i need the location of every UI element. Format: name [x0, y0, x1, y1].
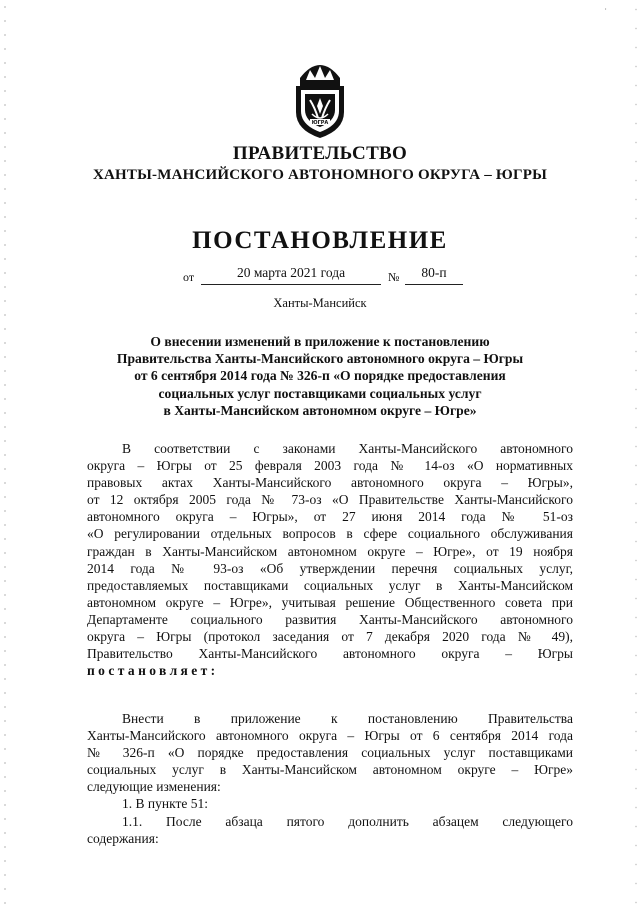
heading-line: О внесении изменений в приложение к постановлению	[150, 334, 490, 349]
emblem-inscription: ЮГРА	[311, 120, 329, 126]
decree-heading	[0, 333, 640, 419]
paragraph-line: предоставляемых поставщиками социальных услуг в Ханты-Мансийском	[87, 577, 573, 593]
paragraph-line: округа – Югры от 25 февраля 2003 года № 14-оз «О нормативных	[87, 458, 573, 474]
paragraph-line: от 12 октября 2005 года № 73-оз «О Правительстве Ханты-Мансийского	[87, 492, 573, 508]
region-title: ХАНТЫ-МАНСИЙСКОГО АВТОНОМНОГО ОКРУГА – ЮГРЫ	[92, 167, 547, 183]
preamble-paragraph	[87, 440, 573, 679]
resolves-word: постановляет:	[87, 663, 219, 679]
paragraph-line: следующие изменения:	[87, 779, 221, 795]
paragraph-line: Департаменте социального развития Ханты-Мансийского автономного	[87, 611, 573, 627]
heading-line: социальных услуг поставщиками социальных услуг	[158, 385, 482, 401]
paragraph-line: Внести в приложение к постановлению Правительства	[122, 711, 573, 726]
item-1-1-paragraph	[87, 813, 573, 847]
heading-line: от 6 сентября 2014 года № 326-п «О порядке предоставления	[134, 368, 506, 384]
coat-of-arms-emblem	[288, 56, 352, 140]
number-prefix: №	[388, 270, 400, 284]
date-prefix: от	[183, 270, 195, 284]
paragraph-line: В соответствии с законами Ханты-Мансийского автономного	[122, 441, 573, 456]
document-type-title: ПОСТАНОВЛЕНИЕ	[192, 227, 448, 254]
paragraph-line: Правительство Ханты-Мансийского автономного округа – Югры	[87, 646, 573, 662]
paragraph-line: 1.1. После абзаца пятого дополнить абзацем следующего	[122, 814, 573, 829]
paragraph-line: № 326-п «О порядке предоставления социальных услуг поставщиками	[87, 745, 573, 761]
paragraph-line: правовых актах Ханты-Мансийского автономного округа – Югры»,	[87, 475, 573, 491]
date-number-line	[183, 265, 473, 287]
item-1: 1. В пункте 51:	[122, 796, 208, 811]
decree-number: 80-п	[421, 265, 447, 280]
paragraph-line: Ханты-Мансийского автономного округа – Югры от 6 сентября 2014 года	[87, 728, 573, 744]
paragraph-line: граждан в Ханты-Мансийском автономном округе – Югре», от 19 ноября	[87, 543, 573, 559]
paragraph-line: содержания:	[87, 831, 159, 847]
amendment-paragraph	[87, 710, 573, 795]
paragraph-line: социальных услуг в Ханты-Мансийском автономном округе – Югре»	[87, 762, 573, 778]
city: Ханты-Мансийск	[273, 296, 367, 310]
paragraph-line: округа – Югры (протокол заседания от 7 декабря 2020 года № 49),	[87, 629, 573, 645]
government-title: ПРАВИТЕЛЬСТВО	[232, 143, 408, 164]
scan-edge-right	[635, 0, 637, 905]
scan-edge-left	[4, 0, 6, 905]
decree-date: 20 марта 2021 года	[236, 265, 346, 280]
heading-line: в Ханты-Мансийском автономном округе – Югре»	[163, 402, 477, 418]
paragraph-line: «О регулировании отдельных вопросов в сфере социального обслуживания	[87, 526, 573, 542]
paragraph-line: 2014 года № 93-оз «Об утверждении перечня социальных услуг,	[87, 560, 573, 576]
paragraph-line: автономного округа – Югры», от 27 июня 2014 года № 51-оз	[87, 509, 573, 525]
paragraph-line: автономном округе – Югре», учитывая решение Общественного совета при	[87, 594, 573, 610]
heading-line: Правительства Ханты-Мансийского автономного округа – Югры	[116, 351, 524, 367]
scan-corner-mark: ·	[600, 7, 611, 11]
